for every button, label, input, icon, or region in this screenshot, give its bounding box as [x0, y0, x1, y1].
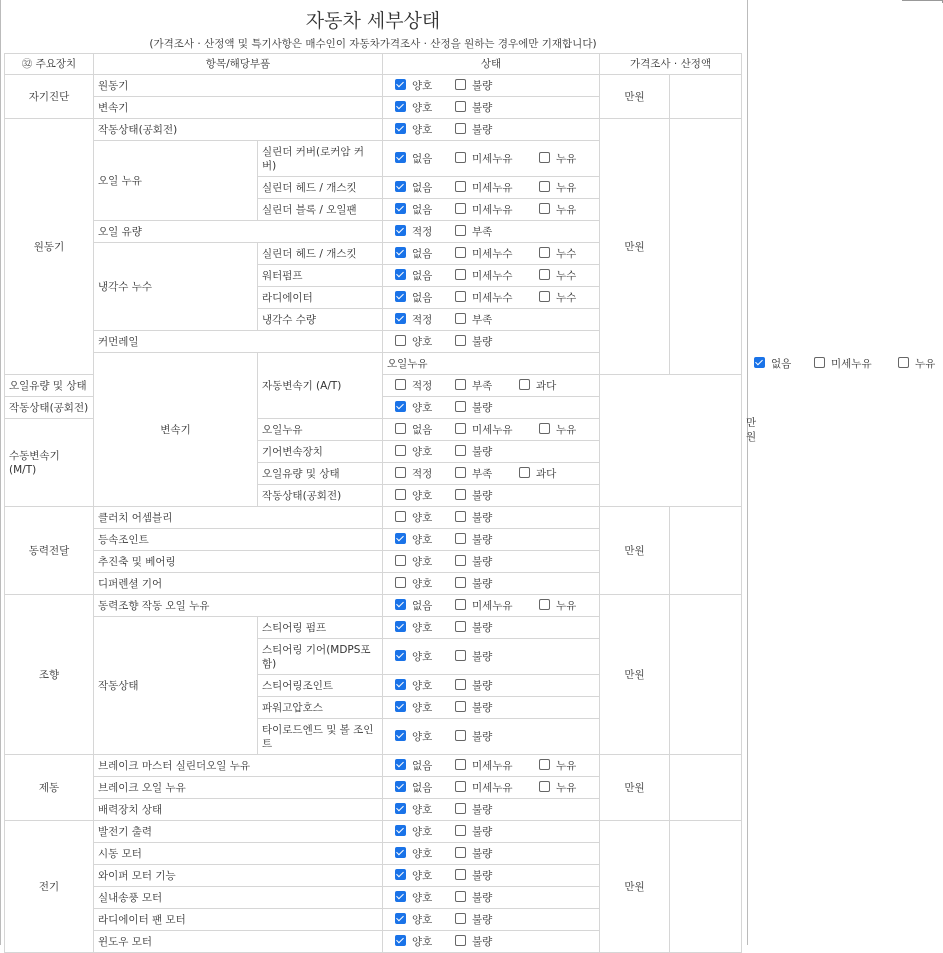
- checkbox-unchecked-icon[interactable]: [395, 577, 406, 588]
- checkbox-checked-icon[interactable]: [395, 123, 406, 134]
- checkbox-unchecked-icon[interactable]: [455, 511, 466, 522]
- checkbox-unchecked-icon[interactable]: [455, 181, 466, 192]
- status: 없음 미세누유 누유: [383, 141, 600, 177]
- checkbox-checked-icon[interactable]: [395, 101, 406, 112]
- status: 없음 미세누수 누수: [383, 243, 600, 265]
- checkbox-unchecked-icon[interactable]: [395, 511, 406, 522]
- item-water-pump: 워터펌프: [258, 265, 383, 287]
- item-radiator: 라디에이터: [258, 287, 383, 309]
- item-at-state: 작동상태(공회전): [5, 397, 94, 419]
- group-steer-op: 작동상태: [94, 617, 258, 755]
- group-at: 자동변속기 (A/T): [258, 353, 383, 419]
- checkbox-checked-icon[interactable]: [395, 935, 406, 946]
- item-brake-leak: 브레이크 오일 누유: [94, 777, 383, 799]
- price-engine: 만원: [600, 119, 670, 375]
- category-electric: 전기: [5, 821, 94, 953]
- checkbox-checked-icon[interactable]: [395, 621, 406, 632]
- checkbox-checked-icon[interactable]: [395, 650, 406, 661]
- price-input-diagnosis[interactable]: [670, 75, 742, 119]
- checkbox-unchecked-icon[interactable]: [395, 445, 406, 456]
- checkbox-unchecked-icon[interactable]: [395, 423, 406, 434]
- status: 없음 미세누수 누수: [383, 287, 600, 309]
- checkbox-unchecked-icon[interactable]: [539, 291, 550, 302]
- status: 양호 불량: [383, 821, 600, 843]
- checkbox-checked-icon[interactable]: [395, 181, 406, 192]
- checkbox-unchecked-icon[interactable]: [455, 679, 466, 690]
- checkbox-checked-icon[interactable]: [395, 79, 406, 90]
- checkbox-unchecked-icon[interactable]: [455, 445, 466, 456]
- checkbox-unchecked-icon[interactable]: [519, 467, 530, 478]
- checkbox-checked-icon[interactable]: [395, 847, 406, 858]
- checkbox-checked-icon[interactable]: [395, 825, 406, 836]
- checkbox-unchecked-icon[interactable]: [455, 847, 466, 858]
- item-tie-rod: 타이로드엔드 및 볼 조인트: [258, 719, 383, 755]
- checkbox-unchecked-icon[interactable]: [395, 335, 406, 346]
- checkbox-checked-icon[interactable]: [395, 701, 406, 712]
- status: 없음 미세누유 누유: [383, 419, 600, 441]
- checkbox-unchecked-icon[interactable]: [455, 423, 466, 434]
- checkbox-unchecked-icon[interactable]: [455, 152, 466, 163]
- checkbox-unchecked-icon[interactable]: [814, 357, 825, 368]
- status: 양호 불량: [383, 843, 600, 865]
- checkbox-checked-icon[interactable]: [395, 869, 406, 880]
- status: 양호 불량: [383, 485, 600, 507]
- status: 양호 불량: [383, 639, 600, 675]
- checkbox-unchecked-icon[interactable]: [395, 467, 406, 478]
- window-corner: [902, 0, 943, 3]
- header-device: ㉜ 주요장치: [5, 54, 94, 75]
- item-clutch: 클러치 어셈블리: [94, 507, 383, 529]
- category-brake: 제동: [5, 755, 94, 821]
- checkbox-unchecked-icon[interactable]: [455, 599, 466, 610]
- checkbox-unchecked-icon[interactable]: [455, 803, 466, 814]
- item-cyl-head: 실린더 헤드 / 개스킷: [258, 177, 383, 199]
- item-power-hose: 파워고압호스: [258, 697, 383, 719]
- status: 양호 불량: [383, 865, 600, 887]
- status: 양호 불량: [383, 551, 600, 573]
- checkbox-unchecked-icon[interactable]: [455, 379, 466, 390]
- item-mt-state: 작동상태(공회전): [258, 485, 383, 507]
- status: 양호 불량: [383, 697, 600, 719]
- checkbox-checked-icon[interactable]: [395, 203, 406, 214]
- checkbox-checked-icon[interactable]: [395, 803, 406, 814]
- header-item: 항목/해당부품: [94, 54, 383, 75]
- item-alternator: 발전기 출력: [94, 821, 383, 843]
- checkbox-checked-icon[interactable]: [395, 913, 406, 924]
- checkbox-unchecked-icon[interactable]: [455, 621, 466, 632]
- status: 양호 불량: [383, 675, 600, 697]
- checkbox-unchecked-icon[interactable]: [539, 152, 550, 163]
- checkbox-unchecked-icon[interactable]: [539, 759, 550, 770]
- checkbox-checked-icon[interactable]: [395, 269, 406, 280]
- checkbox-checked-icon[interactable]: [395, 781, 406, 792]
- checkbox-unchecked-icon[interactable]: [455, 781, 466, 792]
- status: 적정 부족 과다: [383, 463, 600, 485]
- status: 양호 불량: [383, 799, 600, 821]
- checkbox-unchecked-icon[interactable]: [539, 247, 550, 258]
- status: 없음 미세누수 누수: [383, 265, 600, 287]
- checkbox-unchecked-icon[interactable]: [455, 891, 466, 902]
- item-window: 윈도우 모터: [94, 931, 383, 953]
- status: 양호 불량: [383, 97, 600, 119]
- checkbox-unchecked-icon[interactable]: [519, 379, 530, 390]
- category-power-train: 동력전달: [5, 507, 94, 595]
- item-steer-leak: 동력조향 작동 오일 누유: [94, 595, 383, 617]
- price-input-steering[interactable]: [670, 595, 742, 755]
- item-mt-gear: 기어변속장치: [258, 441, 383, 463]
- status: 양호 불량: [383, 507, 600, 529]
- detail-table: ㉜ 주요장치 항목/해당부품 상태 가격조사 · 산정액 자기진단 원동기 양호 불량 만원 변속기 양호 불량 원동기 작동상태(공회전) 양호 불량 만원 오일 누유 실린더 커버(로커암 커버) 없음 미세누유 누유 실린더 헤드 / 개스킷 없음 미세누유 누유 실린더 블록 / 오일팬 없음 미세누유 누유 오일 유량 적정 부족 냉각수 누수 실린더 헤드 / 개스킷 없음 미세누수 누수 워터펌프 없음 미세누수 누수 라디에이터 없음 미세누수 누수 냉각수 수량 적정 부족 커먼레일 양호 불량 변속기 자동변속기 (A/T) 오일누유 없음 미세누유 누유 만원 오일유량 및 상태 적정 부족 과다 작동상태(공회전) 양호 불량 수동변속기 (M/T) 오일누유 없음 미세누유 누유 기어변속장치 양호 불량 오일유량 및 상태 적정 부족 과다 작동상태(공회전) 양호 불량 동력전달 클러치 어셈블리 양호 불량 만원 등속조인트 양호 불량 추진축 및 베어링 양호 불량 디퍼렌셜 기어 양호 불량 조향 동력조향 작동 오일 누유 없음 미세누유 누유 만원 작동상태 스티어링 펌프 양호 불량 스티어링 기어(MDPS포함) 양호 불량 스티어링조인트 양호 불량 파워고압호스 양호 불량 타이로드엔드 및 볼 조인트 양호 불량 제동 브레이크 마스터 실린더오일 누유 없음 미세누유 누유 만원 브레이크 오일 누유 없음 미세누유 누유 배력장치 상태 양호 불량 전기 발전기 출력 양호 불량 만원 시동 모터 양호 불량 와이퍼 모터 기능 양호 불량 실내송풍 모터 양호 불량 라디에이터 팬 모터 양호 불량 윈도우 모터 양호 불량: [4, 53, 742, 953]
- checkbox-unchecked-icon[interactable]: [455, 825, 466, 836]
- checkbox-unchecked-icon[interactable]: [455, 489, 466, 500]
- status: 양호 불량: [383, 909, 600, 931]
- checkbox-unchecked-icon[interactable]: [455, 203, 466, 214]
- item-shaft: 추진축 및 베어링: [94, 551, 383, 573]
- item-wiper: 와이퍼 모터 기능: [94, 865, 383, 887]
- price-power-train: 만원: [600, 507, 670, 595]
- item-blower: 실내송풍 모터: [94, 887, 383, 909]
- status: 양호 불량: [383, 719, 600, 755]
- checkbox-checked-icon[interactable]: [395, 247, 406, 258]
- checkbox-unchecked-icon[interactable]: [539, 269, 550, 280]
- item-starter: 시동 모터: [94, 843, 383, 865]
- status: 양호 불량: [383, 75, 600, 97]
- status: 양호 불량: [383, 573, 600, 595]
- checkbox-checked-icon[interactable]: [395, 313, 406, 324]
- status: 양호 불량: [383, 931, 600, 953]
- status: 적정 부족 과다: [383, 375, 600, 397]
- checkbox-checked-icon[interactable]: [395, 891, 406, 902]
- price-input-engine[interactable]: [670, 119, 742, 375]
- item-cyl-block: 실린더 블록 / 오일팬: [258, 199, 383, 221]
- checkbox-unchecked-icon[interactable]: [455, 650, 466, 661]
- status: 양호 불량: [383, 887, 600, 909]
- status: 없음 미세누유 누유: [383, 595, 600, 617]
- group-coolant: 냉각수 누수: [94, 243, 258, 331]
- item-master-cyl: 브레이크 마스터 실린더오일 누유: [94, 755, 383, 777]
- checkbox-unchecked-icon[interactable]: [539, 599, 550, 610]
- group-oil-leak: 오일 누유: [94, 141, 258, 221]
- status: 양호 불량: [383, 441, 600, 463]
- item-oil-level: 오일 유량: [94, 221, 383, 243]
- category-transmission: 변속기: [94, 353, 258, 507]
- checkbox-checked-icon[interactable]: [395, 291, 406, 302]
- checkbox-checked-icon[interactable]: [395, 679, 406, 690]
- checkbox-unchecked-icon[interactable]: [539, 423, 550, 434]
- status: 양호 불량: [383, 617, 600, 639]
- item-at-leak: 오일누유: [383, 353, 600, 375]
- item-common-rail: 커먼레일: [94, 331, 383, 353]
- checkbox-unchecked-icon[interactable]: [455, 533, 466, 544]
- item-engine-state: 작동상태(공회전): [94, 119, 383, 141]
- checkbox-unchecked-icon[interactable]: [455, 335, 466, 346]
- checkbox-checked-icon[interactable]: [395, 533, 406, 544]
- page-title: 자동차 세부상태: [305, 10, 441, 32]
- item-coolant-level: 냉각수 수량: [258, 309, 383, 331]
- category-diagnosis: 자기진단: [5, 75, 94, 119]
- item-steer-gear: 스티어링 기어(MDPS포함): [258, 639, 383, 675]
- status: 적정 부족: [383, 309, 600, 331]
- item-steer-joint: 스티어링조인트: [258, 675, 383, 697]
- checkbox-unchecked-icon[interactable]: [395, 555, 406, 566]
- page-subtitle: (가격조사 · 산정액 및 특기사항은 매수인이 자동차가격조사 · 산정을 원하는 경우에만 기재합니다): [149, 38, 597, 50]
- checkbox-unchecked-icon[interactable]: [455, 701, 466, 712]
- checkbox-unchecked-icon[interactable]: [395, 379, 406, 390]
- checkbox-unchecked-icon[interactable]: [455, 247, 466, 258]
- price-electric: 만원: [600, 821, 670, 953]
- checkbox-unchecked-icon[interactable]: [455, 467, 466, 478]
- item-steer-pump: 스티어링 펌프: [258, 617, 383, 639]
- status: 없음 미세누유 누유: [383, 777, 600, 799]
- item-diff: 디퍼렌셜 기어: [94, 573, 383, 595]
- item-cv-joint: 등속조인트: [94, 529, 383, 551]
- checkbox-checked-icon[interactable]: [395, 401, 406, 412]
- checkbox-unchecked-icon[interactable]: [455, 79, 466, 90]
- checkbox-unchecked-icon[interactable]: [455, 913, 466, 924]
- checkbox-unchecked-icon[interactable]: [455, 935, 466, 946]
- group-mt: 수동변속기 (M/T): [5, 419, 94, 507]
- item-mt-level: 오일유량 및 상태: [258, 463, 383, 485]
- checkbox-checked-icon[interactable]: [395, 225, 406, 236]
- checkbox-unchecked-icon[interactable]: [395, 489, 406, 500]
- status: 없음 미세누유 누유: [383, 199, 600, 221]
- checkbox-unchecked-icon[interactable]: [455, 555, 466, 566]
- checkbox-checked-icon[interactable]: [754, 357, 765, 368]
- checkbox-unchecked-icon[interactable]: [455, 313, 466, 324]
- price-input-electric[interactable]: [670, 821, 742, 953]
- item-cyl-head-2: 실린더 헤드 / 개스킷: [258, 243, 383, 265]
- checkbox-unchecked-icon[interactable]: [455, 291, 466, 302]
- price-input-brake[interactable]: [670, 755, 742, 821]
- checkbox-unchecked-icon[interactable]: [455, 101, 466, 112]
- item-at-level: 오일유량 및 상태: [5, 375, 94, 397]
- header-status: 상태: [383, 54, 600, 75]
- header-price: 가격조사 · 산정액: [600, 54, 742, 75]
- checkbox-unchecked-icon[interactable]: [539, 181, 550, 192]
- checkbox-checked-icon[interactable]: [395, 759, 406, 770]
- item-fan: 라디에이터 팬 모터: [94, 909, 383, 931]
- checkbox-unchecked-icon[interactable]: [455, 269, 466, 280]
- checkbox-checked-icon[interactable]: [395, 599, 406, 610]
- status: 양호 불량: [383, 331, 600, 353]
- item-trans-diag: 변속기: [94, 97, 383, 119]
- item-mt-leak: 오일누유: [258, 419, 383, 441]
- price-diagnosis: 만원: [600, 75, 670, 119]
- status: 양호 불량: [383, 119, 600, 141]
- price-input-power-train[interactable]: [670, 507, 742, 595]
- checkbox-unchecked-icon[interactable]: [455, 759, 466, 770]
- category-steering: 조향: [5, 595, 94, 755]
- status: 없음 미세누유 누유: [383, 755, 600, 777]
- checkbox-unchecked-icon[interactable]: [455, 401, 466, 412]
- category-engine: 원동기: [5, 119, 94, 375]
- checkbox-unchecked-icon[interactable]: [455, 225, 466, 236]
- status: 적정 부족: [383, 221, 600, 243]
- checkbox-checked-icon[interactable]: [395, 730, 406, 741]
- checkbox-unchecked-icon[interactable]: [898, 357, 909, 368]
- price-steering: 만원: [600, 595, 670, 755]
- price-brake: 만원: [600, 755, 670, 821]
- item-engine-diag: 원동기: [94, 75, 383, 97]
- checkbox-unchecked-icon[interactable]: [539, 781, 550, 792]
- item-booster: 배력장치 상태: [94, 799, 383, 821]
- checkbox-unchecked-icon[interactable]: [455, 869, 466, 880]
- checkbox-checked-icon[interactable]: [395, 152, 406, 163]
- checkbox-unchecked-icon[interactable]: [455, 730, 466, 741]
- checkbox-unchecked-icon[interactable]: [455, 577, 466, 588]
- status: 양호 불량: [383, 397, 600, 419]
- checkbox-unchecked-icon[interactable]: [455, 123, 466, 134]
- item-cyl-cover: 실린더 커버(로커암 커버): [258, 141, 383, 177]
- status: 양호 불량: [383, 529, 600, 551]
- checkbox-unchecked-icon[interactable]: [539, 203, 550, 214]
- status: 없음 미세누유 누유: [383, 177, 600, 199]
